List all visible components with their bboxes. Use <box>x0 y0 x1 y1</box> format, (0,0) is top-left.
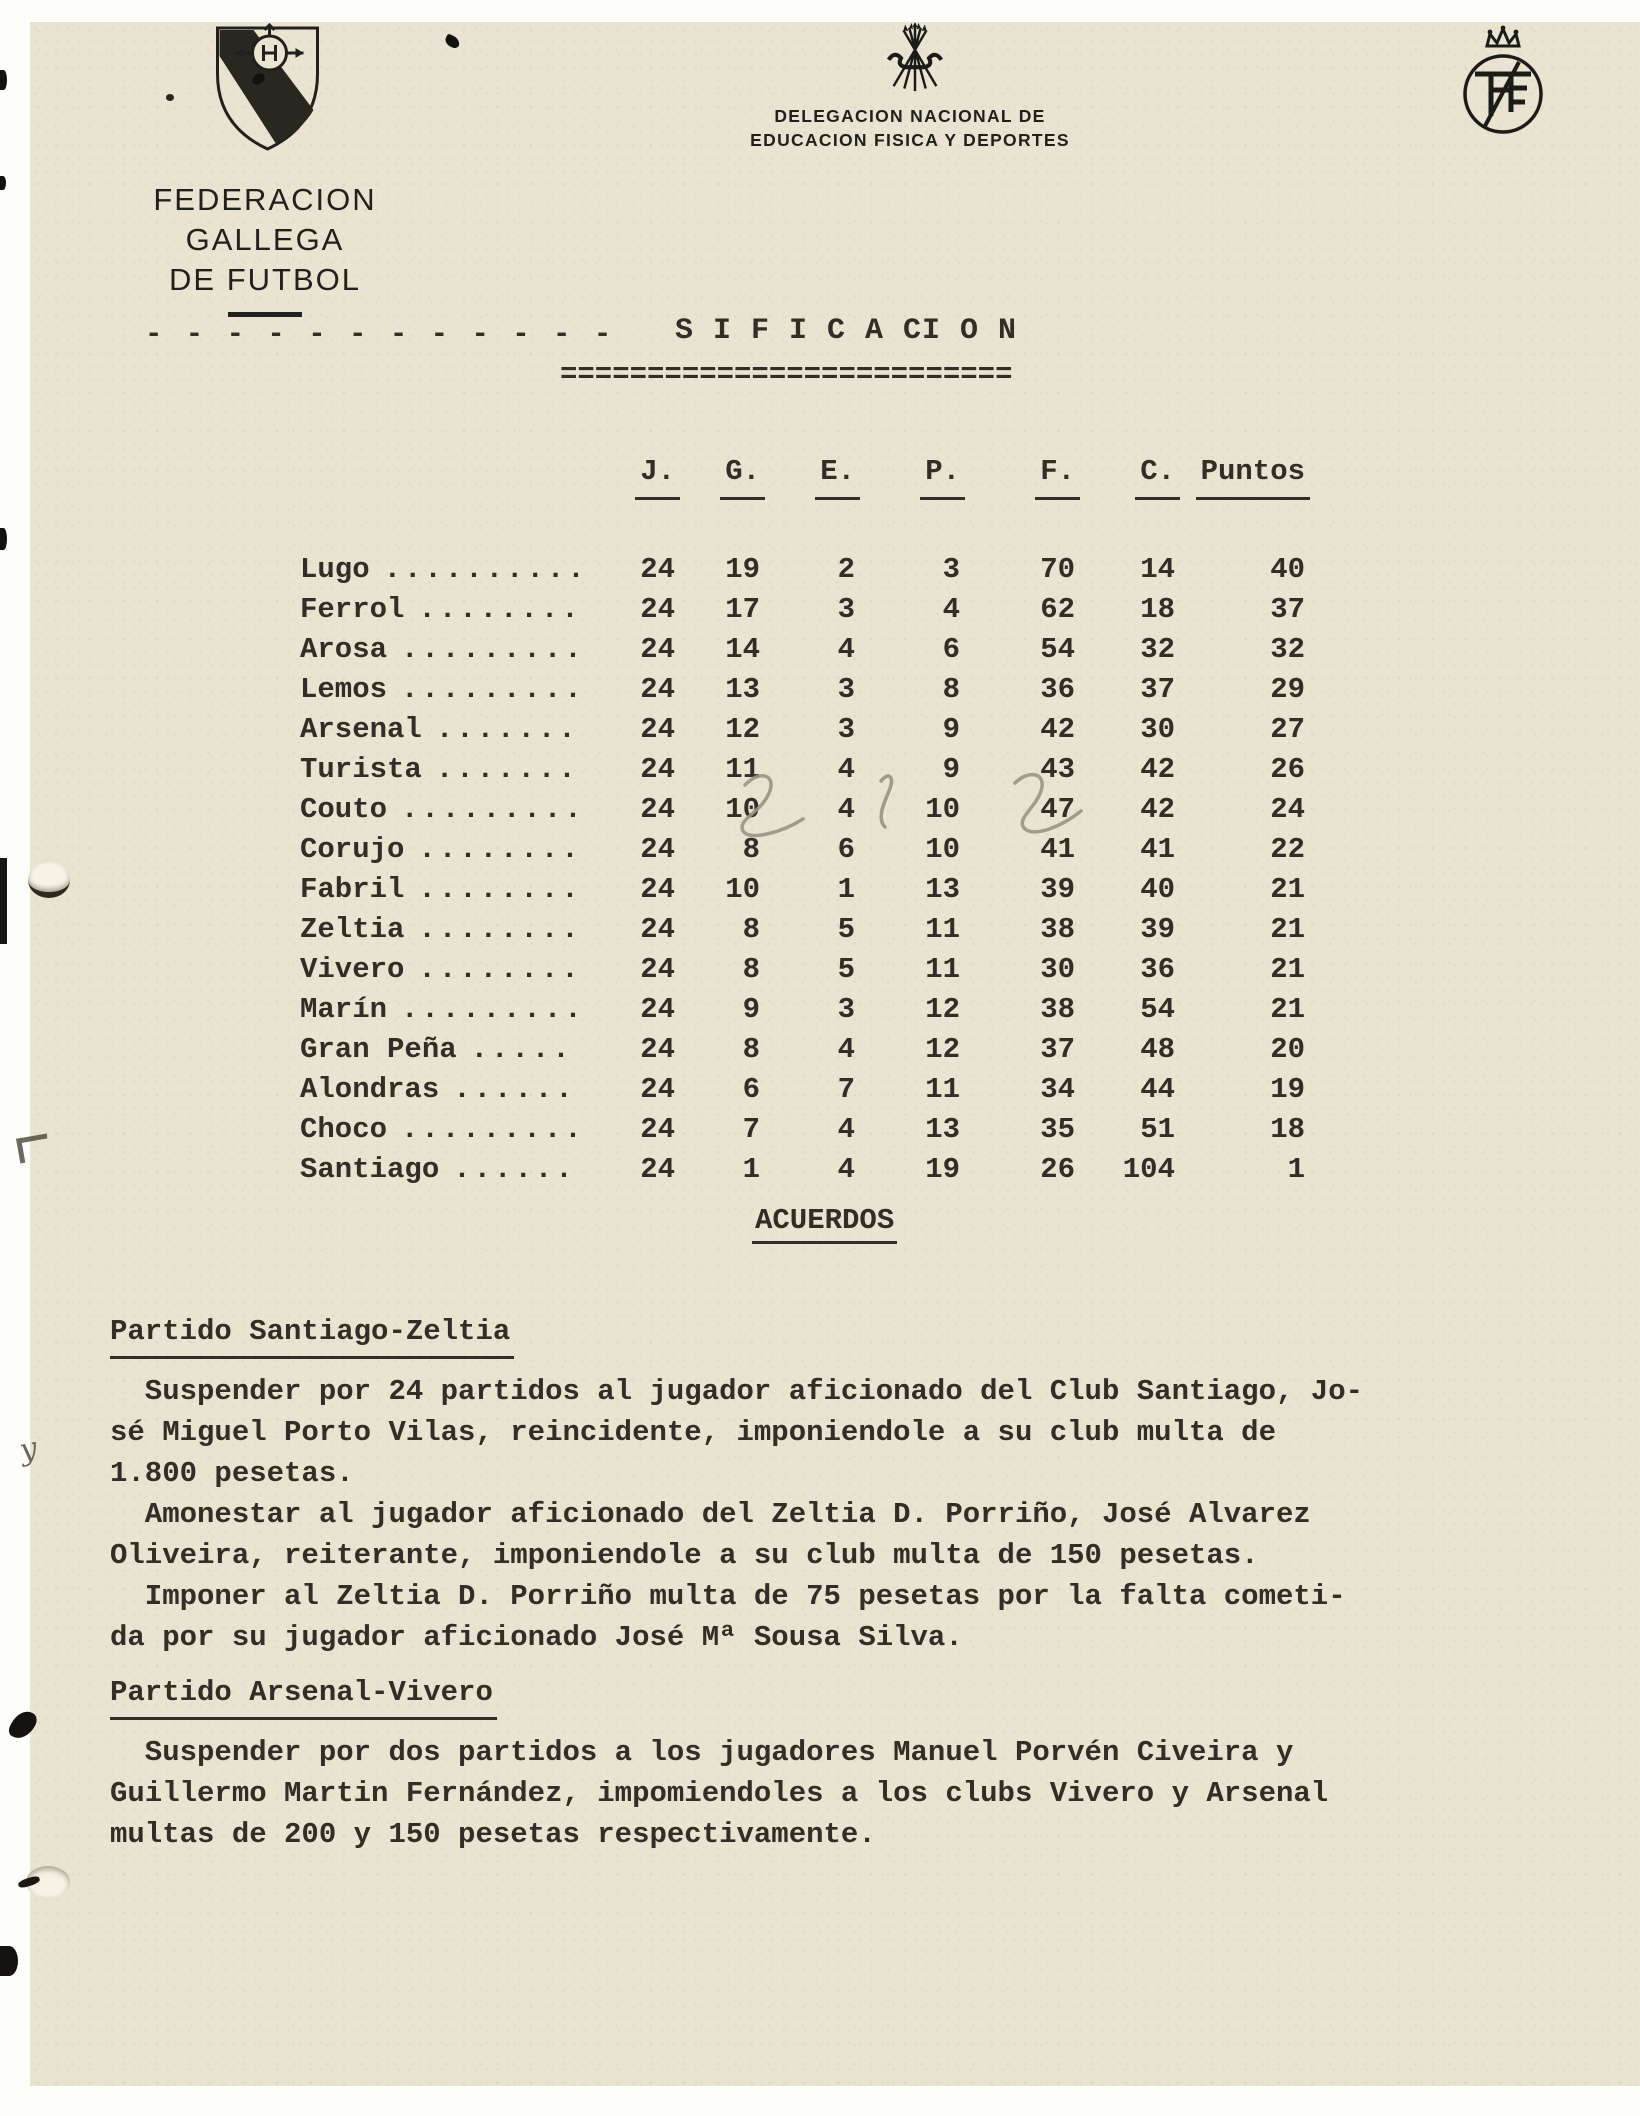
table-row <box>300 1030 1305 1070</box>
stat-g: 10 <box>725 793 760 826</box>
body-line: da por su jugador aficionado José Mª Sousa Silva. <box>110 1621 963 1654</box>
stat-c: 104 <box>1122 1153 1175 1186</box>
ink-speck <box>166 94 174 101</box>
edge-ink-mark <box>0 176 6 190</box>
dot-leader: ....... <box>435 753 579 786</box>
team-name: Arosa <box>300 633 388 666</box>
stat-c: 41 <box>1140 833 1175 866</box>
dot-leader: ........ <box>418 593 582 626</box>
stat-e: 6 <box>837 833 855 866</box>
stat-puntos: 20 <box>1270 1033 1305 1066</box>
stat-c: 36 <box>1140 953 1175 986</box>
stat-puntos: 22 <box>1270 833 1305 866</box>
stat-j: 24 <box>640 873 675 906</box>
dot-leader: .......... <box>383 553 588 586</box>
dot-leader: ........ <box>418 873 582 906</box>
stat-p: 12 <box>925 1033 960 1066</box>
stat-e: 3 <box>837 713 855 746</box>
col-header-f: F. <box>1035 450 1075 500</box>
dot-leader: ......... <box>401 793 585 826</box>
table-row-couto <box>300 790 1305 830</box>
margin-pen-mark <box>16 1133 51 1163</box>
stat-j: 24 <box>640 673 675 706</box>
team-name: Fabril <box>300 873 405 906</box>
section-heading-santiago-zeltia: Partido Santiago-Zeltia <box>110 1312 1410 1359</box>
stat-e: 3 <box>837 993 855 1026</box>
col-header-c: C. <box>1135 450 1175 500</box>
stat-puntos: 24 <box>1270 793 1305 826</box>
stat-j: 24 <box>640 1113 675 1146</box>
stat-g: 8 <box>742 1033 760 1066</box>
stat-p: 9 <box>942 753 960 786</box>
stat-p: 13 <box>925 1113 960 1146</box>
table-row <box>300 830 1305 870</box>
table-row <box>300 710 1305 750</box>
stat-puntos: 37 <box>1270 593 1305 626</box>
stat-e: 4 <box>837 1033 855 1066</box>
stat-j: 24 <box>640 593 675 626</box>
col-header-e: E. <box>815 450 855 500</box>
stat-f: 38 <box>1040 913 1075 946</box>
dot-leader: ......... <box>401 993 585 1026</box>
table-row <box>300 670 1305 710</box>
stat-f: 62 <box>1040 593 1075 626</box>
stat-p: 19 <box>925 1153 960 1186</box>
table-row <box>300 1150 1305 1190</box>
stat-g: 7 <box>742 1113 760 1146</box>
stat-c: 32 <box>1140 633 1175 666</box>
stat-g: 12 <box>725 713 760 746</box>
stat-c: 18 <box>1140 593 1175 626</box>
team-name: Santiago <box>300 1153 440 1186</box>
stat-j: 24 <box>640 1033 675 1066</box>
stat-j: 24 <box>640 953 675 986</box>
stat-f: 35 <box>1040 1113 1075 1146</box>
stat-f: 42 <box>1040 713 1075 746</box>
stat-e: 3 <box>837 593 855 626</box>
table-row <box>300 590 1305 630</box>
stat-e: 7 <box>837 1073 855 1106</box>
stat-puntos: 27 <box>1270 713 1305 746</box>
stat-e: 4 <box>837 633 855 666</box>
stat-p: 11 <box>925 1073 960 1106</box>
org-name-line1: FEDERACION GALLEGA <box>153 182 377 257</box>
stat-puntos: 19 <box>1270 1073 1305 1106</box>
stat-puntos: 26 <box>1270 753 1305 786</box>
stat-e: 1 <box>837 873 855 906</box>
classification-title: S I F I C A CI O N <box>675 314 1018 348</box>
body-line: Suspender por 24 partidos al jugador aficionado del Club Santiago, Jo- <box>110 1375 1364 1408</box>
stat-p: 10 <box>925 833 960 866</box>
team-name: Ferrol <box>300 593 405 626</box>
stat-g: 8 <box>742 833 760 866</box>
team-name: Vivero <box>300 953 405 986</box>
table-row <box>300 750 1305 790</box>
table-row <box>300 630 1305 670</box>
stat-p: 12 <box>925 993 960 1026</box>
team-name: Choco <box>300 1113 388 1146</box>
stat-c: 42 <box>1140 793 1175 826</box>
col-header-p: P. <box>920 450 960 500</box>
stat-c: 44 <box>1140 1073 1175 1106</box>
body-line: Amonestar al jugador aficionado del Zeltia D. Porriño, José Alvarez <box>110 1498 1311 1531</box>
dot-leader: ...... <box>453 1153 576 1186</box>
classification-table <box>300 450 1305 1190</box>
edge-ink-mark <box>0 858 7 944</box>
stat-j: 24 <box>640 993 675 1026</box>
col-header-j: J. <box>635 450 675 500</box>
stat-puntos: 21 <box>1270 873 1305 906</box>
stat-puntos: 32 <box>1270 633 1305 666</box>
crowned-federation-emblem-icon <box>1455 22 1551 140</box>
team-name: Lugo <box>300 553 370 586</box>
stat-g: 14 <box>725 633 760 666</box>
ink-speck <box>443 33 461 49</box>
body-line: sé Miguel Porto Vilas, reincidente, imponiendole a su club multa de <box>110 1416 1276 1449</box>
edge-ink-mark <box>0 528 7 550</box>
stat-p: 11 <box>925 953 960 986</box>
stat-f: 41 <box>1040 833 1075 866</box>
stat-c: 37 <box>1140 673 1175 706</box>
stat-c: 54 <box>1140 993 1175 1026</box>
stat-p: 10 <box>925 793 960 826</box>
body-line: 1.800 pesetas. <box>110 1457 354 1490</box>
edge-ink-mark <box>0 70 7 90</box>
delegation-line1: DELEGACION NACIONAL DE <box>774 106 1046 126</box>
stat-g: 11 <box>725 753 760 786</box>
title-dash-leader: - - - - - - - - - - - - <box>145 318 615 351</box>
federacion-gallega-shield-icon <box>200 22 335 154</box>
section-heading-arsenal-vivero: Partido Arsenal-Vivero <box>110 1673 1410 1720</box>
table-row <box>300 1110 1305 1150</box>
dot-leader: ...... <box>453 1073 576 1106</box>
stat-j: 24 <box>640 1073 675 1106</box>
team-name: Lemos <box>300 673 388 706</box>
stat-f: 43 <box>1040 753 1075 786</box>
stat-c: 30 <box>1140 713 1175 746</box>
org-name-block <box>75 180 455 317</box>
edge-ink-mark <box>0 1946 18 1976</box>
table-row <box>300 910 1305 950</box>
team-name: Marín <box>300 993 388 1026</box>
col-header-g: G. <box>720 450 760 500</box>
dot-leader: ......... <box>401 673 585 706</box>
table-header-row <box>300 450 1305 500</box>
dot-leader: ....... <box>435 713 579 746</box>
stat-g: 8 <box>742 953 760 986</box>
stat-puntos: 1 <box>1287 1153 1305 1186</box>
delegation-block <box>720 104 1100 152</box>
table-row <box>300 950 1305 990</box>
body-line: Imponer al Zeltia D. Porriño multa de 75 pesetas por la falta cometi- <box>110 1580 1346 1613</box>
stat-c: 14 <box>1140 553 1175 586</box>
stat-g: 13 <box>725 673 760 706</box>
body-line: Suspender por dos partidos a los jugadores Manuel Porvén Civeira y <box>110 1736 1294 1769</box>
team-name: Corujo <box>300 833 405 866</box>
stat-j: 24 <box>640 913 675 946</box>
stat-c: 42 <box>1140 753 1175 786</box>
stat-g: 17 <box>725 593 760 626</box>
dot-leader: ........ <box>418 953 582 986</box>
punch-hole <box>28 862 70 898</box>
stat-j: 24 <box>640 793 675 826</box>
stat-p: 8 <box>942 673 960 706</box>
stat-p: 4 <box>942 593 960 626</box>
body-line: Guillermo Martin Fernández, impomiendoles a los clubs Vivero y Arsenal <box>110 1777 1329 1810</box>
stat-f: 39 <box>1040 873 1075 906</box>
table-row <box>300 990 1305 1030</box>
dot-leader: ..... <box>470 1033 573 1066</box>
stat-g: 6 <box>742 1073 760 1106</box>
margin-pen-mark: y <box>16 1430 41 1469</box>
table-row <box>300 1070 1305 1110</box>
yoke-and-arrows-icon <box>875 22 955 96</box>
stat-f: 37 <box>1040 1033 1075 1066</box>
dot-leader: ........ <box>418 833 582 866</box>
stat-c: 40 <box>1140 873 1175 906</box>
stat-g: 1 <box>742 1153 760 1186</box>
stat-p: 6 <box>942 633 960 666</box>
stat-j: 24 <box>640 833 675 866</box>
stat-f: 30 <box>1040 953 1075 986</box>
stat-j: 24 <box>640 1153 675 1186</box>
stat-g: 8 <box>742 913 760 946</box>
team-name: Arsenal <box>300 713 422 746</box>
stat-puntos: 21 <box>1270 913 1305 946</box>
stat-e: 5 <box>837 913 855 946</box>
team-name: Couto <box>300 793 388 826</box>
title-underline: ========================== <box>560 358 1013 391</box>
stat-p: 13 <box>925 873 960 906</box>
stat-puntos: 21 <box>1270 953 1305 986</box>
stat-c: 48 <box>1140 1033 1175 1066</box>
col-header-puntos: Puntos <box>1196 450 1305 500</box>
stat-p: 11 <box>925 913 960 946</box>
team-name: Turista <box>300 753 422 786</box>
stat-puntos: 40 <box>1270 553 1305 586</box>
stat-c: 51 <box>1140 1113 1175 1146</box>
stat-e: 5 <box>837 953 855 986</box>
stat-f: 38 <box>1040 993 1075 1026</box>
stat-e: 4 <box>837 1153 855 1186</box>
stat-f: 26 <box>1040 1153 1075 1186</box>
dot-leader: ......... <box>401 633 585 666</box>
acuerdos-heading: ACUERDOS <box>752 1204 897 1244</box>
stat-j: 24 <box>640 633 675 666</box>
dot-leader: ......... <box>401 1113 585 1146</box>
stat-e: 4 <box>837 753 855 786</box>
stat-g: 9 <box>742 993 760 1026</box>
stat-e: 2 <box>837 553 855 586</box>
stat-e: 4 <box>837 793 855 826</box>
paper-sheet <box>30 22 1640 2086</box>
stat-j: 24 <box>640 553 675 586</box>
acuerdos-body <box>110 1312 1410 1855</box>
stat-f: 54 <box>1040 633 1075 666</box>
stat-g: 10 <box>725 873 760 906</box>
stat-puntos: 29 <box>1270 673 1305 706</box>
table-row <box>300 550 1305 590</box>
body-line: Oliveira, reiterante, imponiendole a su club multa de 150 pesetas. <box>110 1539 1259 1572</box>
stat-f: 70 <box>1040 553 1075 586</box>
team-name: Alondras <box>300 1073 440 1106</box>
dot-leader: ........ <box>418 913 582 946</box>
team-name: Zeltia <box>300 913 405 946</box>
stat-f: 47 <box>1040 793 1075 826</box>
org-name-line2: DE FUTBOL <box>169 262 361 297</box>
team-name: Gran Peña <box>300 1033 457 1066</box>
stat-puntos: 21 <box>1270 993 1305 1026</box>
delegation-line2: EDUCACION FISICA Y DEPORTES <box>750 130 1070 150</box>
stat-j: 24 <box>640 713 675 746</box>
stat-j: 24 <box>640 753 675 786</box>
stat-f: 34 <box>1040 1073 1075 1106</box>
stat-puntos: 18 <box>1270 1113 1305 1146</box>
table-row <box>300 870 1305 910</box>
stat-e: 4 <box>837 1113 855 1146</box>
stat-p: 3 <box>942 553 960 586</box>
stat-p: 9 <box>942 713 960 746</box>
org-name-rule <box>228 312 302 317</box>
body-line: multas de 200 y 150 pesetas respectivamente. <box>110 1818 876 1851</box>
stat-e: 3 <box>837 673 855 706</box>
stat-f: 36 <box>1040 673 1075 706</box>
stat-c: 39 <box>1140 913 1175 946</box>
stat-g: 19 <box>725 553 760 586</box>
